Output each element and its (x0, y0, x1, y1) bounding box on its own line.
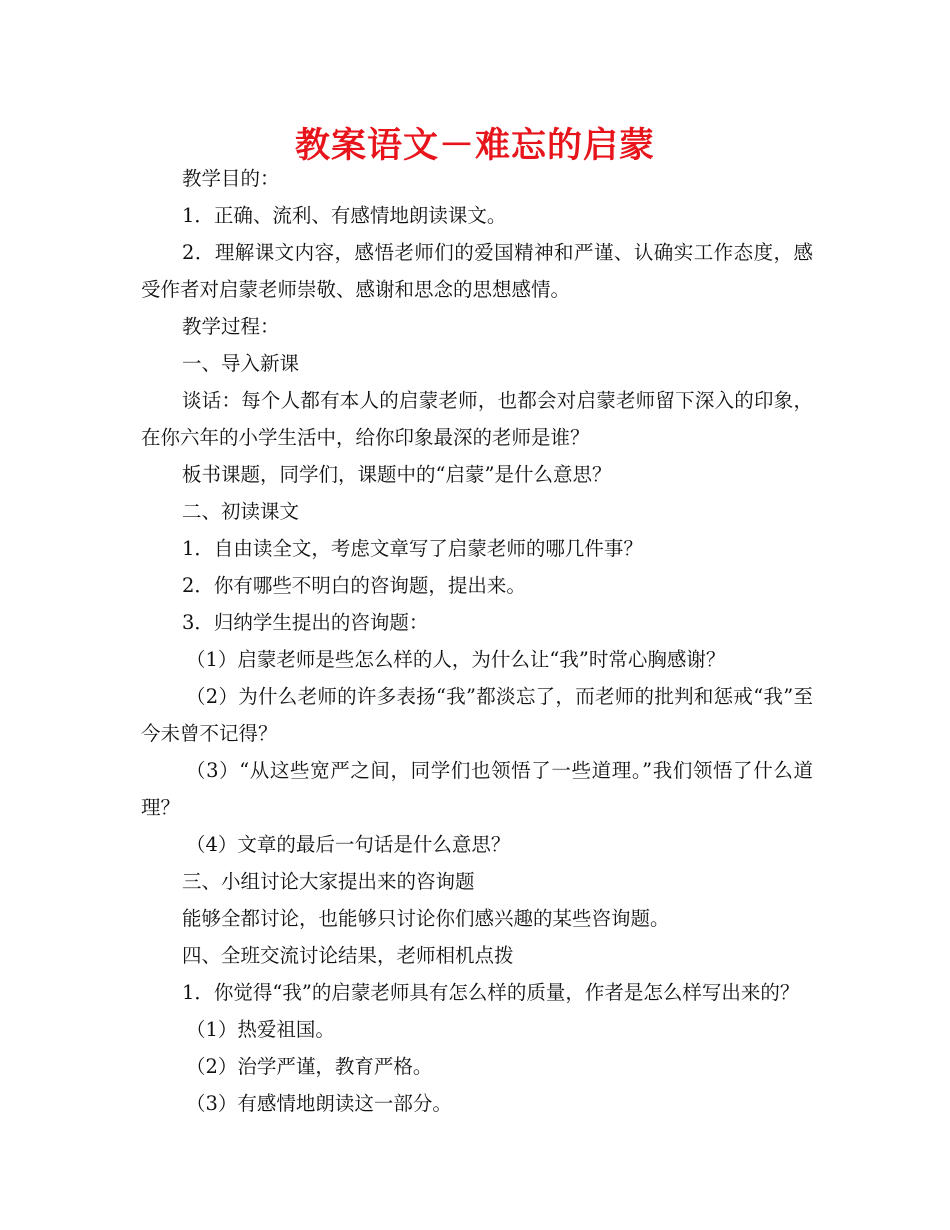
section-heading-goals: 教学目的： (182, 167, 280, 190)
quality-item-1: （1）热爱祖国。 (186, 1018, 335, 1041)
quality-item-2: （2）治学严谨，教育严格。 (186, 1055, 433, 1078)
document-title: 教案语文－难忘的启蒙 (294, 126, 655, 166)
step-heading-3: 三、小组讨论大家提出来的咨询题 (182, 870, 475, 893)
question-item-1: （1）启蒙老师是些怎么样的人，为什么让“我”时常心胸感谢？ (186, 648, 726, 671)
question-item-4: （4）文章的最后一句话是什么意思？ (186, 833, 511, 856)
step-heading-4: 四、全班交流讨论结果，老师相机点拨 (182, 944, 514, 967)
reading-item-1: 1．自由读全文，考虑文章写了启蒙老师的哪几件事？ (182, 537, 643, 560)
paragraph-talk: 谈话：每个人都有本人的启蒙老师，也都会对启蒙老师留下深入的印象，在你六年的小学生活中，给你印象最深的老师是谁？ (141, 389, 813, 449)
reading-item-3: 3．归纳学生提出的咨询题： (182, 611, 429, 634)
step-heading-2: 二、初读课文 (182, 500, 300, 523)
step-heading-1: 一、导入新课 (182, 352, 300, 375)
goal-item-2: 2．理解课文内容，感悟老师们的爱国精神和严谨、认确实工作态度，感受作者对启蒙老师崇敬、感谢和思念的思想感情。 (141, 241, 813, 301)
quality-item-3: （3）有感情地朗读这一部分。 (186, 1092, 452, 1115)
exchange-item-1: 1．你觉得“我”的启蒙老师具有怎么样的质量，作者是怎么样写出来的？ (182, 981, 800, 1004)
reading-item-2: 2．你有哪些不明白的咨询题，提出来。 (182, 574, 526, 597)
question-item-2: （2）为什么老师的许多表扬“我”都淡忘了，而老师的批判和惩戒“我”至今未曾不记得？ (141, 685, 813, 745)
paragraph-discussion: 能够全都讨论，也能够只讨论你们感兴趣的某些咨询题。 (182, 907, 670, 930)
document-body (141, 160, 813, 1122)
section-heading-process: 教学过程： (182, 315, 280, 338)
question-item-3: （3）“从这些宽严之间，同学们也领悟了一些道理。”我们领悟了什么道理？ (141, 759, 813, 819)
paragraph-board-title: 板书课题，同学们，课题中的“启蒙”是什么意思？ (182, 463, 612, 486)
goal-item-1: 1．正确、流利、有感情地朗读课文。 (182, 204, 507, 227)
